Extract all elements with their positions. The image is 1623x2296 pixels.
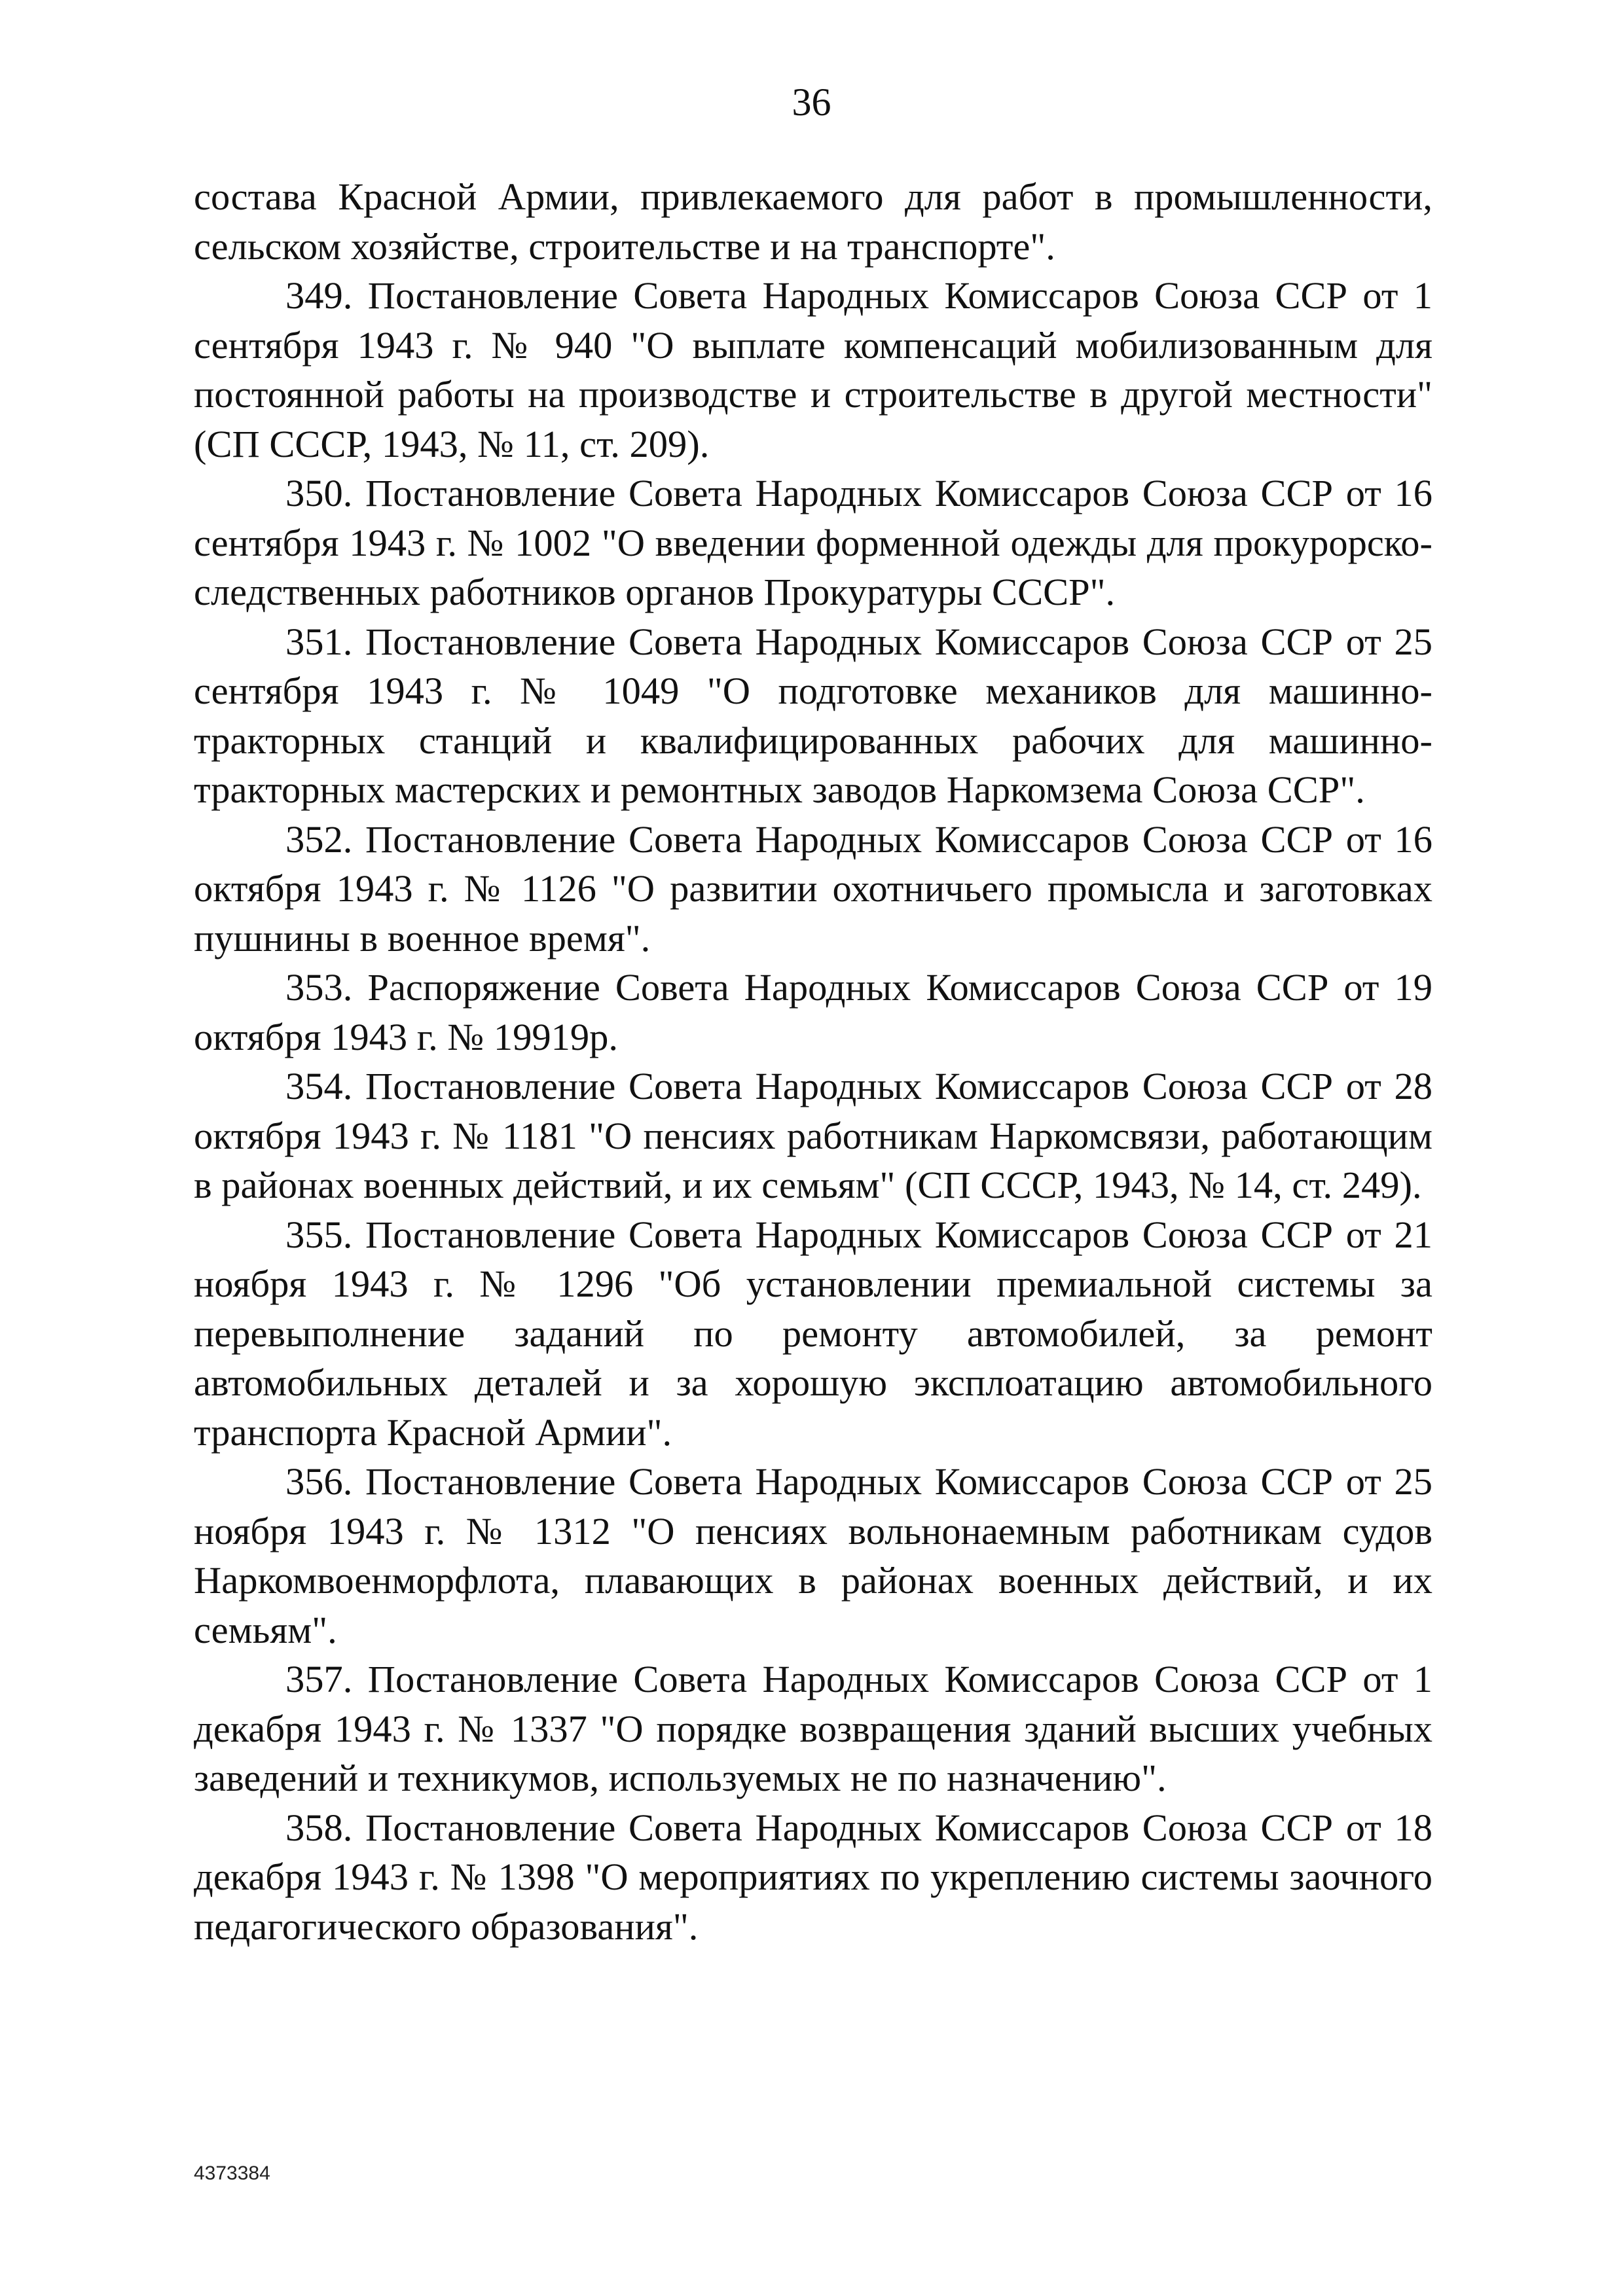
list-item-353: 353. Распоряжение Совета Народных Комиссаров Союза ССР от 19 октября 1943 г. № 19919р. xyxy=(194,966,1432,1058)
document-body xyxy=(194,172,1432,1951)
page-number: 36 xyxy=(792,81,831,124)
list-item-355: 355. Постановление Совета Народных Комиссаров Союза ССР от 21 ноября 1943 г. № 1296 "Об установлении премиальной системы за перевыполнение заданий по ремонту автомобилей, за ремонт автомобильных деталей и за хорошую эксплоатацию автомобильного транспорта Красной Армии". xyxy=(194,1213,1432,1454)
list-item-349: 349. Постановление Совета Народных Комиссаров Союза ССР от 1 сентября 1943 г. № 940 "О выплате компенсаций мобилизованным для постоянной работы на производстве и строительстве в другой местности" (СП СССР, 1943, № 11, ст. 209). xyxy=(194,274,1432,465)
list-item-356: 356. Постановление Совета Народных Комиссаров Союза ССР от 25 ноября 1943 г. № 1312 "О пенсиях вольнонаемным работникам судов Наркомвоенморфлота, плавающих в районах военных действий, и их семьям". xyxy=(194,1460,1432,1651)
list-item-352: 352. Постановление Совета Народных Комиссаров Союза ССР от 16 октября 1943 г. № 1126 "О развитии охотничьего промысла и заготовках пушнины в военное время". xyxy=(194,817,1432,960)
list-item-354: 354. Постановление Совета Народных Комиссаров Союза ССР от 28 октября 1943 г. № 1181 "О пенсиях работникам Наркомсвязи, работающим в районах военных действий, и их семьям" (СП СССР, 1943, № 14, ст. 249). xyxy=(194,1065,1432,1206)
list-item-350: 350. Постановление Совета Народных Комиссаров Союза ССР от 16 сентября 1943 г. № 1002 "О введении форменной одежды для прокурорско-следственных работников органов Прокуратуры СССР". xyxy=(194,472,1432,613)
list-item-358: 358. Постановление Совета Народных Комиссаров Союза ССР от 18 декабря 1943 г. № 1398 "О мероприятиях по укреплению системы заочного педагогического образования". xyxy=(194,1806,1432,1948)
list-item-351: 351. Постановление Совета Народных Комиссаров Союза ССР от 25 сентября 1943 г. № 1049 "О подготовке механиков для машинно-тракторных станций и квалифицированных рабочих для машинно-тракторных мастерских и ремонтных заводов Наркомзема Союза ССР". xyxy=(194,620,1432,811)
document-code: 4373384 xyxy=(194,2162,270,2184)
continuation-paragraph: состава Красной Армии, привлекаемого для работ в промышленности, сельском хозяйстве, строительстве и на транспорте". xyxy=(194,175,1432,268)
list-item-357: 357. Постановление Совета Народных Комиссаров Союза ССР от 1 декабря 1943 г. № 1337 "О порядке возвращения зданий высших учебных заведений и техникумов, используемых не по назначению". xyxy=(194,1658,1432,1799)
